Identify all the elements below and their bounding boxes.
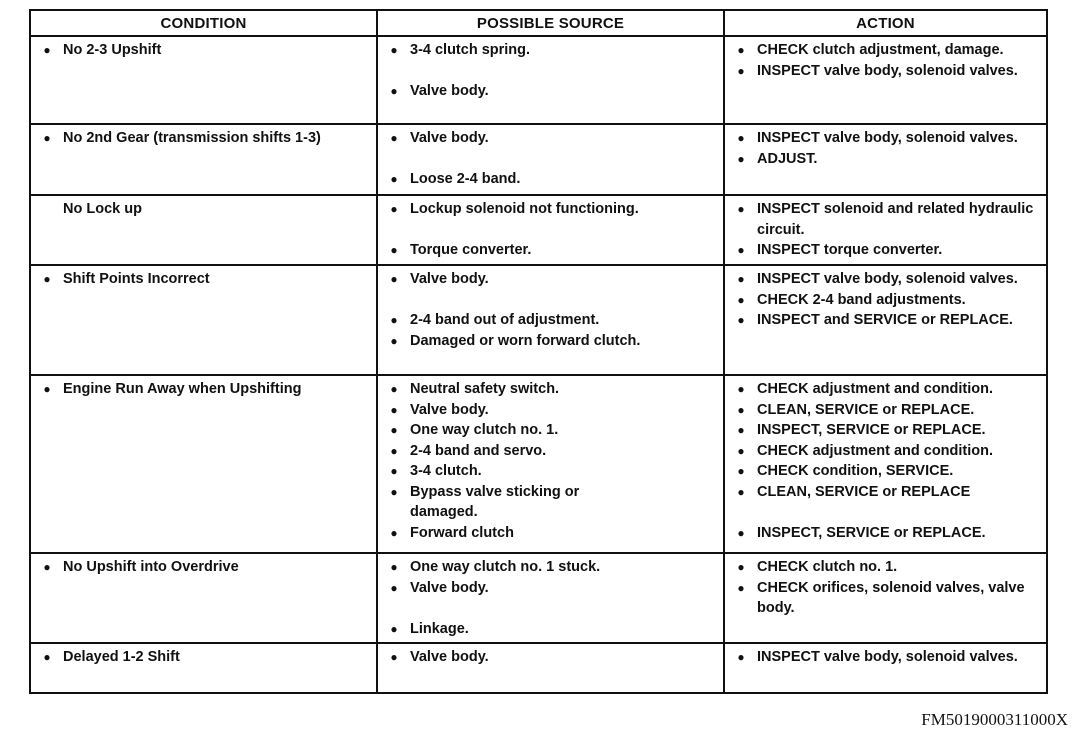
condition-cell bbox=[30, 36, 377, 124]
bullet-icon: ● bbox=[737, 63, 745, 78]
action-text: CHECK adjustment and condition. bbox=[757, 442, 994, 459]
bullet-icon: ● bbox=[737, 43, 745, 57]
action-text: INSPECT valve body, solenoid valves. bbox=[757, 649, 1018, 665]
source-text: Damaged or worn forward clutch. bbox=[410, 332, 641, 349]
table-row bbox=[30, 643, 1047, 693]
condition-text: Delayed 1-2 Shift bbox=[63, 649, 180, 665]
source-text: Forward clutch bbox=[410, 524, 514, 541]
condition-cell bbox=[30, 375, 377, 553]
condition-cell bbox=[30, 643, 377, 693]
action-text: CHECK condition, SERVICE. bbox=[757, 463, 954, 479]
condition-cell bbox=[30, 553, 377, 643]
bullet-icon: ● bbox=[43, 43, 51, 57]
action-text: INSPECT valve body, solenoid valves. bbox=[757, 130, 1018, 146]
bullet-icon: ● bbox=[390, 423, 398, 437]
bullet-icon: ● bbox=[43, 560, 51, 574]
condition-text: No Upshift into Overdrive bbox=[63, 559, 239, 575]
bullet-icon: ● bbox=[390, 580, 398, 595]
action-text: CLEAN, SERVICE or REPLACE. bbox=[757, 401, 975, 418]
bullet-icon: ● bbox=[737, 484, 745, 499]
header-condition: CONDITION bbox=[30, 10, 377, 36]
source-text: Valve body. bbox=[410, 271, 489, 287]
bullet-icon: ● bbox=[737, 525, 745, 540]
bullet-icon: ● bbox=[390, 333, 398, 348]
bullet-icon: ● bbox=[737, 272, 745, 286]
source-text: Valve body. bbox=[410, 130, 489, 146]
condition-text: Engine Run Away when Upshifting bbox=[63, 381, 302, 397]
condition-cell bbox=[30, 124, 377, 195]
action-cell bbox=[724, 124, 1047, 195]
source-cell bbox=[377, 265, 724, 375]
condition-text: No 2nd Gear (transmission shifts 1-3) bbox=[63, 130, 321, 146]
table-row bbox=[30, 375, 1047, 553]
bullet-icon: ● bbox=[390, 621, 398, 636]
condition-text: Shift Points Incorrect bbox=[63, 271, 210, 287]
table-row bbox=[30, 553, 1047, 643]
bullet-icon: ● bbox=[737, 202, 745, 216]
bullet-icon: ● bbox=[737, 131, 745, 145]
action-text: INSPECT torque converter. bbox=[757, 242, 943, 258]
condition-cell bbox=[30, 265, 377, 375]
bullet-icon: ● bbox=[390, 464, 398, 478]
bullet-icon: ● bbox=[43, 272, 51, 286]
source-text: Valve body. bbox=[410, 401, 489, 418]
action-cell bbox=[724, 553, 1047, 643]
action-text: ADJUST. bbox=[757, 150, 818, 167]
source-text: Loose 2-4 band. bbox=[410, 171, 521, 187]
source-text: 3-4 clutch spring. bbox=[410, 42, 531, 58]
action-text: INSPECT, SERVICE or REPLACE. bbox=[757, 422, 986, 438]
source-text: Torque converter. bbox=[410, 242, 532, 258]
source-text: One way clutch no. 1 stuck. bbox=[410, 559, 601, 575]
bullet-icon: ● bbox=[737, 580, 745, 595]
action-cell bbox=[724, 195, 1047, 265]
source-cell bbox=[377, 643, 724, 693]
action-text: CHECK clutch adjustment, damage. bbox=[757, 42, 1004, 58]
bullet-icon: ● bbox=[737, 443, 745, 458]
bullet-icon: ● bbox=[737, 243, 745, 257]
source-text: 2-4 band out of adjustment. bbox=[410, 312, 600, 328]
action-cell bbox=[724, 375, 1047, 553]
bullet-icon: ● bbox=[390, 202, 398, 216]
bullet-icon: ● bbox=[390, 382, 398, 396]
source-text: 3-4 clutch. bbox=[410, 463, 482, 479]
bullet-icon: ● bbox=[390, 43, 398, 57]
source-text: Valve body. bbox=[410, 579, 489, 596]
source-cell bbox=[377, 36, 724, 124]
source-text: One way clutch no. 1. bbox=[410, 422, 559, 438]
bullet-icon: ● bbox=[390, 650, 398, 664]
figure-code: FM5019000311000X bbox=[921, 710, 1068, 729]
action-text: CHECK orifices, solenoid valves, valve body. bbox=[757, 579, 1025, 616]
header-action: ACTION bbox=[724, 10, 1047, 36]
source-text: Linkage. bbox=[410, 620, 469, 637]
header-source: POSSIBLE SOURCE bbox=[377, 10, 724, 36]
bullet-icon: ● bbox=[737, 292, 745, 307]
bullet-icon: ● bbox=[737, 382, 745, 396]
bullet-icon: ● bbox=[737, 650, 745, 664]
action-text: INSPECT and SERVICE or REPLACE. bbox=[757, 312, 1013, 328]
bullet-icon: ● bbox=[737, 560, 745, 574]
bullet-icon: ● bbox=[390, 484, 398, 499]
bullet-icon: ● bbox=[390, 131, 398, 145]
source-text: Valve body. bbox=[410, 83, 489, 99]
action-text: CHECK 2-4 band adjustments. bbox=[757, 291, 966, 308]
bullet-icon: ● bbox=[390, 560, 398, 574]
source-cell bbox=[377, 195, 724, 265]
bullet-icon: ● bbox=[43, 650, 51, 664]
header-row bbox=[30, 10, 1047, 36]
bullet-icon: ● bbox=[737, 402, 745, 417]
action-text: CLEAN, SERVICE or REPLACE bbox=[757, 483, 971, 500]
bullet-icon: ● bbox=[390, 402, 398, 417]
action-text: INSPECT solenoid and related hydraulic circuit. bbox=[757, 201, 1034, 238]
table-row bbox=[30, 265, 1047, 375]
bullet-icon: ● bbox=[737, 464, 745, 478]
table-row bbox=[30, 36, 1047, 124]
condition-text: No 2-3 Upshift bbox=[63, 42, 162, 58]
condition-cell bbox=[30, 195, 377, 265]
bullet-icon: ● bbox=[390, 443, 398, 458]
table-row bbox=[30, 124, 1047, 195]
bullet-icon: ● bbox=[43, 382, 51, 396]
source-cell bbox=[377, 553, 724, 643]
action-cell bbox=[724, 643, 1047, 693]
source-text: Lockup solenoid not functioning. bbox=[410, 201, 639, 217]
action-text: INSPECT valve body, solenoid valves. bbox=[757, 271, 1018, 287]
source-text: Valve body. bbox=[410, 649, 489, 665]
bullet-icon: ● bbox=[737, 423, 745, 437]
condition-text: No Lock up bbox=[63, 201, 142, 217]
table-row bbox=[30, 195, 1047, 265]
action-text: INSPECT, SERVICE or REPLACE. bbox=[757, 524, 986, 541]
diagnosis-table bbox=[29, 9, 1048, 694]
source-text: Bypass valve sticking or damaged. bbox=[410, 483, 580, 520]
bullet-icon: ● bbox=[390, 84, 398, 98]
bullet-icon: ● bbox=[390, 272, 398, 286]
bullet-icon: ● bbox=[737, 313, 745, 327]
action-text: INSPECT valve body, solenoid valves. bbox=[757, 62, 1018, 79]
bullet-icon: ● bbox=[390, 243, 398, 257]
bullet-icon: ● bbox=[390, 313, 398, 327]
source-text: Neutral safety switch. bbox=[410, 381, 560, 397]
source-cell bbox=[377, 375, 724, 553]
bullet-icon: ● bbox=[737, 151, 745, 166]
action-text: CHECK clutch no. 1. bbox=[757, 559, 898, 575]
action-cell bbox=[724, 36, 1047, 124]
bullet-icon: ● bbox=[390, 525, 398, 540]
action-cell bbox=[724, 265, 1047, 375]
source-text: 2-4 band and servo. bbox=[410, 442, 547, 459]
bullet-icon: ● bbox=[43, 131, 51, 145]
action-text: CHECK adjustment and condition. bbox=[757, 381, 994, 397]
bullet-icon: ● bbox=[390, 172, 398, 186]
source-cell bbox=[377, 124, 724, 195]
